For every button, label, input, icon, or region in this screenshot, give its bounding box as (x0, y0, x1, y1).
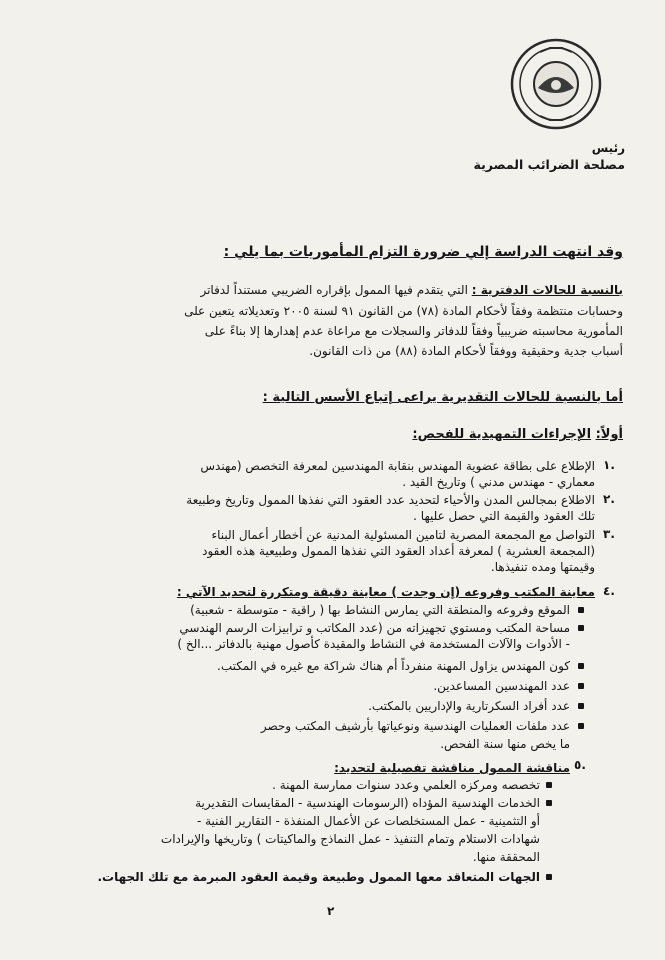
item-2-line-1: الاطلاع بمجالس المدن والأحياء لتحديد عدد العقود التي نفذها الممول وتاريخ وطبيعة (186, 493, 595, 507)
books-section-label: بالنسبة للحالات الدفترية : (471, 283, 623, 297)
books-section-text: التي يتقدم فيها الممول بإقراره الضريبي مستنداً لدفاتر (200, 283, 468, 297)
bullet-icon (578, 625, 584, 631)
item-2-line-2: تلك العقود والقيمة التي حصل عليها . (413, 509, 595, 523)
item-3-line-2: (المجمعة العشرية ) لمعرفة أعداد العقود التي نفذها الممول وطبيعية هذه العقود (202, 544, 595, 558)
books-section-line-1 (38, 282, 623, 298)
inspection-bullet-1: الموقع وفروعه والمنطقة التي يمارس النشاط بها ( راقية - متوسطة - شعبية) (190, 603, 570, 617)
inspection-bullet-5: عدد أفراد السكرتارية والإداريين بالمكتب. (368, 699, 570, 713)
item-3-line-1: التواصل مع المجمعة المصرية لتامين المسئولية المدنية عن أخطار أعمال البناء (211, 528, 595, 542)
inspection-bullet-2-line-1: مساحة المكتب ومستوي تجهيزاته من (عدد المكاتب و ترابيزات الرسم الهندسي (179, 621, 570, 635)
bullet-icon (578, 683, 584, 689)
item-number: ٢. (603, 492, 615, 506)
bullet-icon (546, 782, 552, 788)
inspection-bullet-6-line-2: ما يخص منها سنة الفحص. (440, 737, 570, 751)
discussion-bullet-2-line-3: شهادات الاستلام وتمام التنفيذ - عمل النماذج والماكيتات ) وتاريخها والإيرادات (160, 832, 540, 846)
item-1-line-1: الإطلاع على بطاقة عضوية المهندس بنقابة المهندسين لمعرفة التخصص (مهندس (200, 459, 595, 473)
seal-emblem-icon (510, 38, 602, 130)
discussion-bullet-2-line-1: الخدمات الهندسية المؤداه (الرسومات الهندسية - المقايسات التقديرية (195, 796, 540, 810)
books-section-line-3: المأمورية محاسبته ضريبياً وفقاً للدفاتر والسجلات مع مراعاة عدم إهدارها إلا بناءً على (204, 324, 623, 338)
books-section-line-4: أسباب جدية وحقيقية ووفقاً لأحكام المادة (٨٨) من ذات القانون. (309, 344, 623, 358)
item-number: ٥. (574, 758, 586, 772)
inspection-bullet-6-line-1: عدد ملفات العمليات الهندسية ونوعياتها بأرشيف المكتب وحصر (260, 719, 570, 733)
item-4-line-1: معاينة المكتب وفروعه (إن وجدت ) معاينة دقيقة ومتكررة لتحديد الآتي : (176, 585, 595, 599)
page-number: ٢ (327, 904, 335, 918)
recipient-organization: مصلحة الضرائب المصرية (473, 157, 625, 172)
inspection-bullet-4: عدد المهندسين المساعدين. (433, 679, 570, 693)
item-number: ١. (603, 458, 615, 472)
item-3-line-3: وقيمتها ومده تنفيذها. (490, 560, 595, 574)
discussion-bullet-2-line-4: المحققة منها. (472, 850, 540, 864)
books-section-line-2: وحسابات منتظمة وفقاً لأحكام المادة (٧٨) من القانون ٩١ لسنة ٢٠٠٥ وتعديلاته يتعين على (184, 304, 623, 318)
discussion-heading: مناقشة الممول مناقشة تفصيلية لتحديد: (334, 761, 570, 775)
intro-heading: وقد انتهت الدراسة إلي ضرورة التزام المأموريات بما يلي : (223, 244, 623, 260)
recipient-title: رئيس (591, 141, 625, 155)
estimate-heading: أما بالنسبة للحالات التقديرية يراعى إتباع الأسس التالية : (262, 390, 623, 405)
bullet-icon (546, 800, 552, 806)
item-1-line-2: معماري - مهندس مدني ) وتاريخ القيد . (402, 475, 595, 489)
bullet-icon (578, 607, 584, 613)
item-number: ٣. (603, 527, 615, 541)
discussion-bullet-3: الجهات المتعاقد معها الممول وطبيعة وقيمة العقود المبرمة مع تلك الجهات. (97, 870, 540, 884)
inspection-bullet-2-line-2: - الأدوات والآلات المستخدمة في النشاط والمقيدة كأصول مهنية بالدفاتر ...الخ ) (177, 637, 570, 651)
bullet-icon (578, 703, 584, 709)
bullet-icon (546, 874, 552, 880)
item-number: ٤. (603, 584, 615, 598)
first-heading-text: الإجراءات التمهيدية للفحص: (412, 427, 592, 442)
discussion-bullet-1: تخصصه ومركزه العلمي وعدد سنوات ممارسة المهنة . (272, 778, 540, 792)
discussion-bullet-2-line-2: أو التثمينية - عمل المستخلصات عن الأعمال المنفذة - التقارير الفنية - (196, 814, 540, 828)
ministry-seal-logo (510, 38, 602, 130)
inspection-bullet-3: كون المهندس يزاول المهنة منفرداً أم هناك شراكة مع غيره في المكتب. (217, 659, 570, 673)
bullet-icon (578, 723, 584, 729)
first-heading-label: أولاً: (595, 427, 623, 442)
bullet-icon (578, 663, 584, 669)
first-heading (412, 427, 623, 443)
